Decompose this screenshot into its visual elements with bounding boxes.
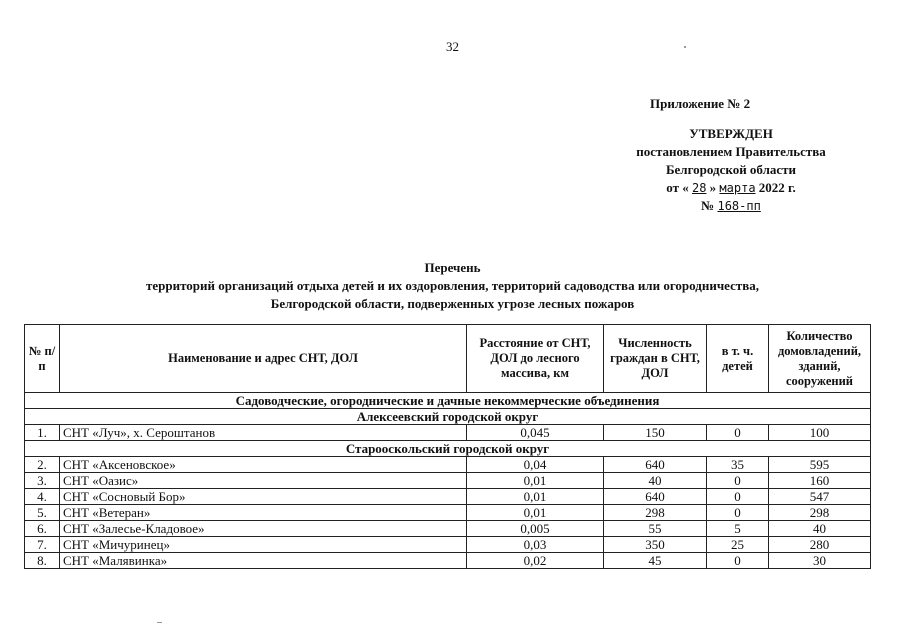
- approval-line-1: постановлением Правительства: [636, 144, 826, 159]
- row-name: СНТ «Оазис»: [60, 473, 467, 489]
- table-row: [25, 537, 871, 553]
- row-distance: 0,01: [467, 505, 604, 521]
- row-name: СНТ «Залесье-Кладовое»: [60, 521, 467, 537]
- table-row: [25, 473, 871, 489]
- row-homes: 160: [769, 473, 871, 489]
- title-line-2: территорий организаций отдыха детей и их оздоровления, территорий садоводства или огородничества,: [145, 278, 760, 293]
- district-row: [25, 409, 871, 425]
- row-children: 0: [707, 553, 769, 569]
- table-row: [25, 505, 871, 521]
- district-row: [25, 441, 871, 457]
- row-name: СНТ «Мичуринец»: [60, 537, 467, 553]
- number-prefix: №: [701, 198, 715, 213]
- header-distance: Расстояние от СНТ, ДОЛ до лесного массива, км: [467, 325, 604, 393]
- row-num: 6.: [25, 521, 60, 537]
- row-homes: 595: [769, 457, 871, 473]
- approval-line-2: Белгородской области: [665, 162, 797, 177]
- title-line-1: Перечень: [424, 260, 481, 275]
- row-children: 0: [707, 473, 769, 489]
- row-homes: 40: [769, 521, 871, 537]
- section-title: Садоводческие, огороднические и дачные некоммерческие объединения: [25, 393, 871, 409]
- row-children: 0: [707, 489, 769, 505]
- row-name: СНТ «Луч», х. Сероштанов: [60, 425, 467, 441]
- row-distance: 0,02: [467, 553, 604, 569]
- row-homes: 547: [769, 489, 871, 505]
- section-row: [25, 393, 871, 409]
- row-population: 45: [604, 553, 707, 569]
- row-distance: 0,005: [467, 521, 604, 537]
- row-children: 0: [707, 505, 769, 521]
- table-row: [25, 457, 871, 473]
- scan-speck: [157, 622, 162, 623]
- row-population: 150: [604, 425, 707, 441]
- table-header-row: [25, 325, 871, 393]
- approval-number: [600, 197, 862, 215]
- row-homes: 298: [769, 505, 871, 521]
- approval-date: [600, 179, 862, 197]
- header-num: № п/п: [25, 325, 60, 393]
- row-homes: 100: [769, 425, 871, 441]
- row-distance: 0,01: [467, 473, 604, 489]
- row-num: 2.: [25, 457, 60, 473]
- date-mid: »: [709, 180, 717, 195]
- row-population: 55: [604, 521, 707, 537]
- header-homes: Количество домовладений, зданий, сооружений: [769, 325, 871, 393]
- table-row: [25, 489, 871, 505]
- row-population: 640: [604, 457, 707, 473]
- table-row: [25, 521, 871, 537]
- header-name: Наименование и адрес СНТ, ДОЛ: [60, 325, 467, 393]
- row-distance: 0,03: [467, 537, 604, 553]
- territory-table: [24, 324, 871, 569]
- row-name: СНТ «Аксеновское»: [60, 457, 467, 473]
- row-children: 0: [707, 425, 769, 441]
- row-homes: 30: [769, 553, 871, 569]
- row-num: 4.: [25, 489, 60, 505]
- approved-label: УТВЕРЖДЕН: [689, 126, 773, 141]
- row-num: 7.: [25, 537, 60, 553]
- row-num: 3.: [25, 473, 60, 489]
- row-distance: 0,045: [467, 425, 604, 441]
- row-num: 5.: [25, 505, 60, 521]
- table-row: [25, 553, 871, 569]
- date-month: марта: [719, 181, 756, 195]
- row-population: 40: [604, 473, 707, 489]
- document-title: [0, 259, 905, 313]
- date-year: 2022 г.: [758, 180, 796, 195]
- row-children: 5: [707, 521, 769, 537]
- number-value: 168-пп: [717, 199, 761, 213]
- row-num: 1.: [25, 425, 60, 441]
- title-line-3: Белгородской области, подверженных угрозе лесных пожаров: [270, 296, 635, 311]
- row-distance: 0,01: [467, 489, 604, 505]
- district-title-2: Старооскольский городской округ: [25, 441, 871, 457]
- date-prefix: от «: [666, 180, 689, 195]
- row-name: СНТ «Ветеран»: [60, 505, 467, 521]
- row-num: 8.: [25, 553, 60, 569]
- table-row: [25, 425, 871, 441]
- date-day: 28: [691, 181, 707, 195]
- row-children: 35: [707, 457, 769, 473]
- row-name: СНТ «Малявинка»: [60, 553, 467, 569]
- header-children: в т. ч. детей: [707, 325, 769, 393]
- page-number: 32: [446, 39, 459, 54]
- district-title-1: Алексеевский городской округ: [25, 409, 871, 425]
- row-population: 298: [604, 505, 707, 521]
- row-distance: 0,04: [467, 457, 604, 473]
- row-name: СНТ «Сосновый Бор»: [60, 489, 467, 505]
- row-children: 25: [707, 537, 769, 553]
- row-population: 640: [604, 489, 707, 505]
- scan-speck: [684, 46, 686, 48]
- appendix-label: Приложение № 2: [650, 96, 751, 111]
- header-population: Численность граждан в СНТ, ДОЛ: [604, 325, 707, 393]
- row-homes: 280: [769, 537, 871, 553]
- row-population: 350: [604, 537, 707, 553]
